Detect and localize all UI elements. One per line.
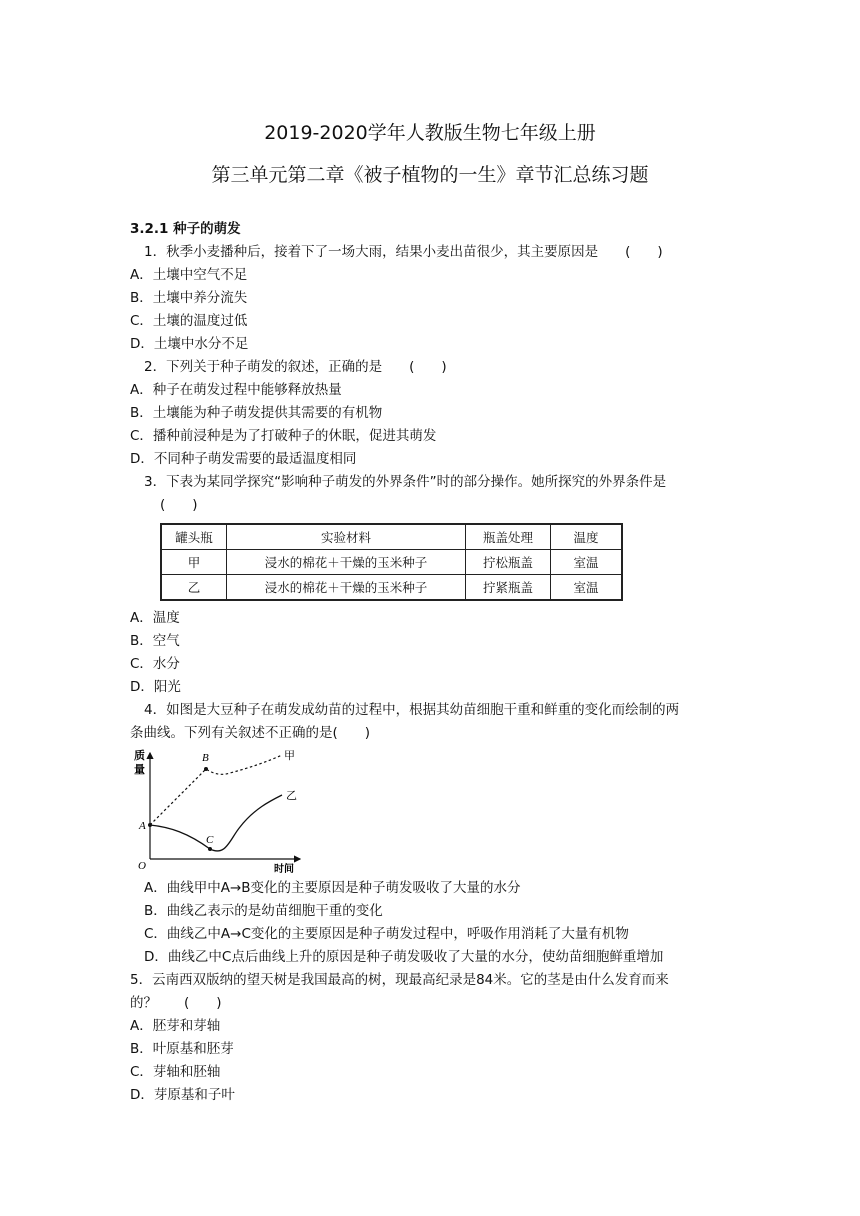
question-4-stem-cont: 条曲线。下列有关叙述不正确的是( ) [130, 725, 371, 741]
point-b-dot [204, 767, 208, 771]
q1-option-d: D．土壤中水分不足 [130, 336, 249, 352]
point-a-label: A [139, 820, 146, 832]
origin-label: O [138, 860, 146, 872]
q2-option-c: C．播种前浸种是为了打破种子的休眠，促进其萌发 [130, 428, 437, 444]
q1-option-c: C．土壤的温度过低 [130, 313, 248, 329]
question-5-stem: 5．云南西双版纳的望天树是我国最高的树，现最高纪录是84米。它的茎是由什么发育而来 [130, 972, 669, 988]
table-header-cell: 瓶盖处理 [466, 524, 551, 550]
table-header-cell: 罐头瓶 [161, 524, 227, 550]
y-label-bottom: 量 [134, 763, 145, 776]
x-axis-label: 时间 [274, 864, 294, 873]
q5-option-a: A．胚芽和芽轴 [130, 1018, 221, 1034]
section-heading: 3.2.1 种子的萌发 [130, 221, 241, 237]
q5-option-c: C．芽轴和胚轴 [130, 1064, 221, 1080]
table-cell: 乙 [161, 575, 227, 601]
table-row [161, 550, 622, 575]
point-c-label: C [206, 834, 214, 846]
point-b-label: B [202, 752, 209, 764]
weight-change-graph [130, 747, 310, 873]
q4-option-d: D．曲线乙中C点后曲线上升的原因是种子萌发吸收了大量的水分，使幼苗细胞鲜重增加 [144, 949, 664, 965]
q5-option-d: D．芽原基和子叶 [130, 1087, 235, 1103]
point-a-dot [148, 823, 152, 827]
q5-option-b: B．叶原基和胚芽 [130, 1041, 234, 1057]
table-cell: 室温 [551, 550, 623, 575]
q3-option-b: B．空气 [130, 633, 180, 649]
question-4-stem: 4．如图是大豆种子在萌发成幼苗的过程中，根据其幼苗细胞干重和鲜重的变化而绘制的两 [144, 702, 680, 718]
question-3-stem: 3．下表为某同学探究“影响种子萌发的外界条件”时的部分操作。她所探究的外界条件是 [144, 474, 667, 490]
document-title: 2019-2020学年人教版生物七年级上册 [264, 122, 596, 144]
q4-option-b: B．曲线乙表示的是幼苗细胞干重的变化 [144, 903, 383, 919]
experiment-table [160, 523, 623, 601]
q3-option-a: A．温度 [130, 610, 180, 626]
table-cell: 室温 [551, 575, 623, 601]
curve-dry-weight [150, 795, 282, 851]
table-cell: 浸水的棉花＋干燥的玉米种子 [227, 575, 466, 601]
document-subtitle: 第三单元第二章《被子植物的一生》章节汇总练习题 [211, 164, 649, 186]
curve-1-label: 甲 [284, 749, 295, 762]
table-cell: 拧紧瓶盖 [466, 575, 551, 601]
table-row [161, 575, 622, 601]
q2-option-b: B．土壤能为种子萌发提供其需要的有机物 [130, 405, 383, 421]
question-1-stem: 1．秋季小麦播种后，接着下了一场大雨，结果小麦出苗很少，其主要原因是 ( ) [144, 244, 663, 260]
table-header-row [161, 524, 622, 550]
document-body [130, 218, 740, 1107]
curve-fresh-weight [150, 755, 282, 825]
y-label-top: 质 [134, 749, 145, 762]
question-2-stem: 2．下列关于种子萌发的叙述，正确的是 ( ) [144, 359, 447, 375]
question-5-stem-cont: 的？ ( ) [130, 995, 222, 1011]
q1-option-a: A．土壤中空气不足 [130, 267, 248, 283]
q3-option-d: D．阳光 [130, 679, 181, 695]
q4-option-c: C．曲线乙中A→C变化的主要原因是种子萌发过程中，呼吸作用消耗了大量有机物 [144, 926, 629, 942]
q3-option-c: C．水分 [130, 656, 180, 672]
q2-option-d: D．不同种子萌发需要的最适温度相同 [130, 451, 357, 467]
table-header-cell: 温度 [551, 524, 623, 550]
question-3-stem-cont: ( ) [160, 497, 198, 513]
table-cell: 浸水的棉花＋干燥的玉米种子 [227, 550, 466, 575]
table-header-cell: 实验材料 [227, 524, 466, 550]
q4-option-a: A．曲线甲中A→B变化的主要原因是种子萌发吸收了大量的水分 [144, 880, 521, 896]
q1-option-b: B．土壤中养分流失 [130, 290, 248, 306]
table-cell: 拧松瓶盖 [466, 550, 551, 575]
q2-option-a: A．种子在萌发过程中能够释放热量 [130, 382, 342, 398]
curve-2-label: 乙 [286, 789, 297, 802]
table-cell: 甲 [161, 550, 227, 575]
point-c-dot [208, 847, 212, 851]
